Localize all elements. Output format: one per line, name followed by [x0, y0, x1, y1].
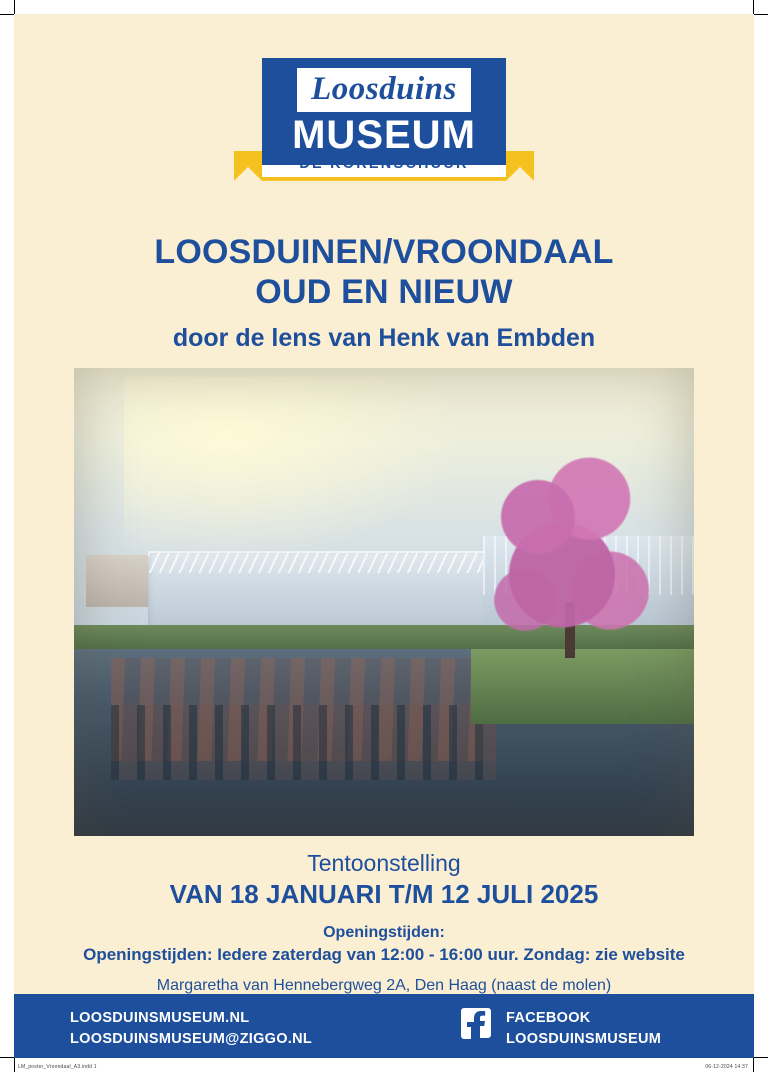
footer-email[interactable]: LOOSDUINSMUSEUM@ZIGGO.NL	[70, 1031, 313, 1048]
info-address: Margaretha van Hennebergweg 2A, Den Haag (naast de molen)	[156, 977, 612, 994]
info-exhibition-label: Tentoonstelling	[307, 850, 461, 876]
print-slug-right: 06-12-2024 14:37	[705, 1064, 748, 1070]
exhibition-photo	[74, 368, 694, 836]
print-slug-left: LM_poster_Vroondaal_A3.indd 1	[18, 1064, 97, 1070]
facebook-icon[interactable]	[458, 1004, 494, 1042]
logo-top-word: Loosduins	[297, 68, 471, 112]
poster-title-line2: OUD EN NIEUW	[255, 273, 513, 312]
logo-main-word: MUSEUM	[292, 112, 476, 157]
footer-social-line1[interactable]: FACEBOOK	[506, 1010, 591, 1026]
title-block	[14, 232, 754, 353]
info-opening-hours: Openingstijden: Iedere zaterdag van 12:00 - 16:00 uur. Zondag: zie website	[83, 945, 685, 964]
logo-box	[262, 58, 506, 165]
poster-footer	[14, 994, 754, 1058]
footer-social	[506, 1008, 661, 1050]
museum-logo	[14, 58, 754, 189]
footer-contact	[70, 1008, 312, 1050]
poster-title-line1: LOOSDUINEN/VROONDAAL	[154, 233, 614, 271]
photo-vignette	[74, 368, 694, 836]
exhibition-info	[14, 850, 754, 995]
poster-subtitle: door de lens van Henk van Embden	[172, 324, 596, 353]
footer-website[interactable]: LOOSDUINSMUSEUM.NL	[70, 1010, 250, 1026]
footer-social-line2[interactable]: LOOSDUINSMUSEUM	[506, 1031, 662, 1048]
poster-canvas	[14, 14, 754, 1058]
info-dates: VAN 18 JANUARI T/M 12 JULI 2025	[169, 879, 599, 909]
info-opening-heading: Openingstijden:	[323, 924, 445, 941]
